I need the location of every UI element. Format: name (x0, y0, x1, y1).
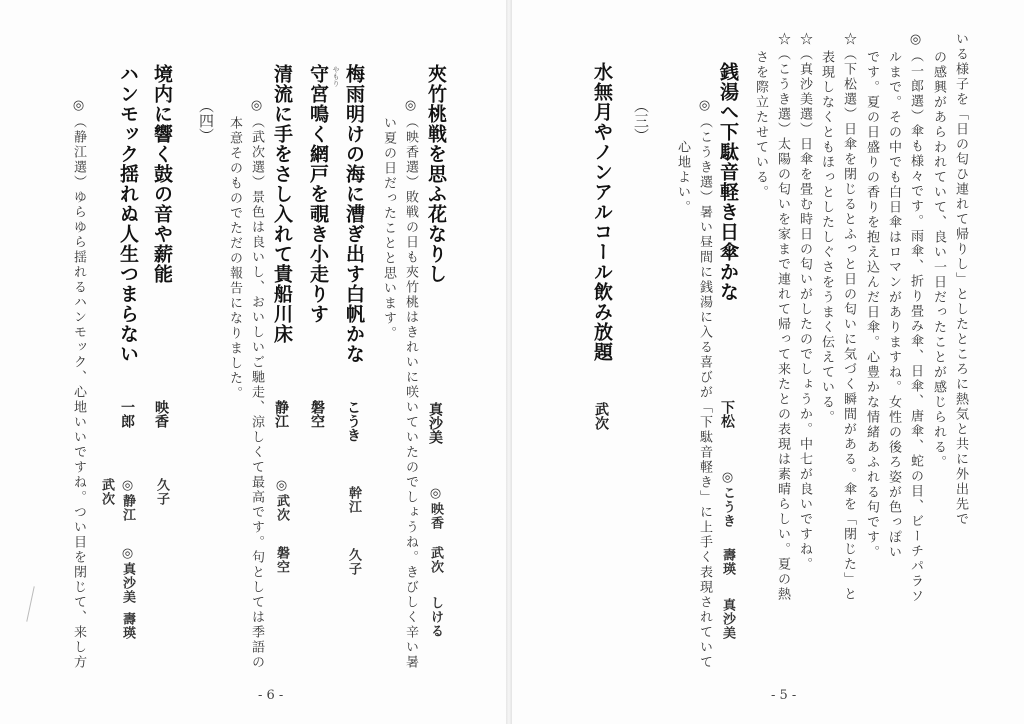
ruby-yamori: やもり (332, 66, 340, 87)
comment-kouki-2-line-1: ◎（こうき選）暑い昼間に銭湯に入る喜びが「下駄音軽き」に上手く表現されていて (697, 98, 712, 670)
page-5 (512, 0, 1024, 724)
selector-eika: ◎映香 (428, 486, 443, 530)
page-number-6: - 6 - (258, 688, 284, 703)
comment-kouki-1-line-1: ☆（こうき選）太陽の匂いを家まで連れて帰って来たとの表現は素晴らしい。夏の熱 (775, 32, 790, 602)
comment-ichiro-line-2: ルまで。その中でも白日傘はロマンがありますね。女性の後ろ姿が色っぽい (886, 50, 901, 560)
selector-taketsugu: 武次 (428, 546, 443, 574)
author-shizue: 静江 (273, 400, 289, 428)
comment-shizue-line-1: ◎（静江選）ゆらゆら揺れるハンモック、心地いいですね。つい目を閉じて、来し方 (71, 98, 86, 670)
comment-shimomatsu-line-2: 表現しなくともほっとしたしぐさをうまく伝えている。 (819, 50, 834, 425)
author-taketsugu: 武次 (593, 402, 609, 430)
author-eika: 映香 (153, 400, 169, 428)
haiku-tsuzumi: 境内に響く鼓の音や薪能 (151, 64, 173, 284)
selector-masami: 真沙美 (720, 598, 735, 640)
selector-kouki: ◎こうき (720, 470, 735, 528)
comment-masami-line-1: ☆（真沙美選）日傘を畳む時日の匂いがしたのでしょうか。中七が良いですね。 (797, 32, 812, 572)
selector-hisako: 久子 (346, 548, 361, 576)
comment-eika-line-2: い夏の日だったことと思います。 (381, 116, 396, 341)
comment-taketsugu-line-1: ◎（武次選）景色は良いし、おいしいご馳走、涼しくて最高です。句としては季語の (249, 98, 264, 670)
page-number-5: - 5 - (771, 688, 797, 703)
haiku-kibune: 清流に手をさし入れて貴船川床 (271, 64, 293, 344)
page-6 (0, 0, 506, 724)
selector-taketsugu-3: 武次 (99, 478, 114, 506)
haiku-minazuki: 水無月やノンアルコール飲み放題 (591, 62, 613, 362)
author-banku: 磐空 (309, 400, 325, 428)
comment-ichiro-line-1: ◎（一郎選）傘も様々です。雨傘、折り畳み傘、日傘、唐傘、蛇の目、ビーチパラソ (908, 32, 923, 604)
selector-shizue: ◎静江 (120, 478, 135, 522)
selector-taketsugu-2: ◎武次 (274, 478, 289, 522)
paragraph-1-line-1: いる様子を「日の匂ひ連れて帰りし」としたところに熱気と共に外出先で (953, 32, 968, 527)
selector-mikie: 幹江 (346, 486, 361, 514)
haiku-kyouchikutou: 夾竹桃戦を思ふ花なりし (425, 64, 447, 284)
selector-banku: 磐空 (274, 546, 289, 574)
selector-masami-2: ◎真沙美 (120, 546, 135, 604)
comment-kouki-2-line-2: 心地よい。 (675, 140, 690, 215)
scan-mark (26, 586, 34, 621)
section-3-heading: （三） (632, 98, 650, 143)
comment-shimomatsu-line-1: ☆（下松選）日傘を閉じるとふっと日の匂いに気づく瞬間がある。傘を「閉じた」と (841, 32, 856, 602)
book-gutter (506, 0, 512, 724)
paragraph-1-line-2: の感興があらわれていて、良い一日だったことが感じられる。 (931, 50, 946, 470)
comment-kouki-1-line-2: さを際立たせている。 (753, 50, 768, 200)
author-masami: 真沙美 (427, 402, 443, 444)
selector-shikeru: しける (428, 596, 443, 638)
haiku-hammock: ハンモック揺れぬ人生つまらない (117, 64, 139, 364)
haiku-yamori: 守宮鳴く網戸を覗き小走りす (307, 64, 329, 324)
author-ichiro: 一郎 (119, 400, 135, 428)
haiku-tsuyuake: 梅雨明けの海に漕ぎ出す白帆かな (343, 64, 365, 364)
haiku-sento: 銭湯へ下駄音軽き日傘かな (717, 62, 739, 302)
section-4-heading: （四） (197, 98, 215, 143)
author-shimomatsu: 下松 (719, 400, 735, 428)
selector-juei: 壽瑛 (720, 548, 735, 576)
comment-ichiro-line-3: です。夏の日盛りの香りを抱え込んだ日傘。心豊かな情緒あふれる句です。 (864, 50, 879, 560)
comment-taketsugu-line-2: 本意そのものでただの報告になりました。 (227, 116, 242, 401)
selector-juei-2: 壽瑛 (120, 612, 135, 640)
comment-eika-line-1: ◎（映香選）敗戦の日も夾竹桃はきれいに咲いていたのでしょうね。きびしく辛い暑 (403, 98, 418, 670)
author-kouki: こうき (345, 400, 361, 442)
selector-hisako-2: 久子 (154, 478, 169, 506)
